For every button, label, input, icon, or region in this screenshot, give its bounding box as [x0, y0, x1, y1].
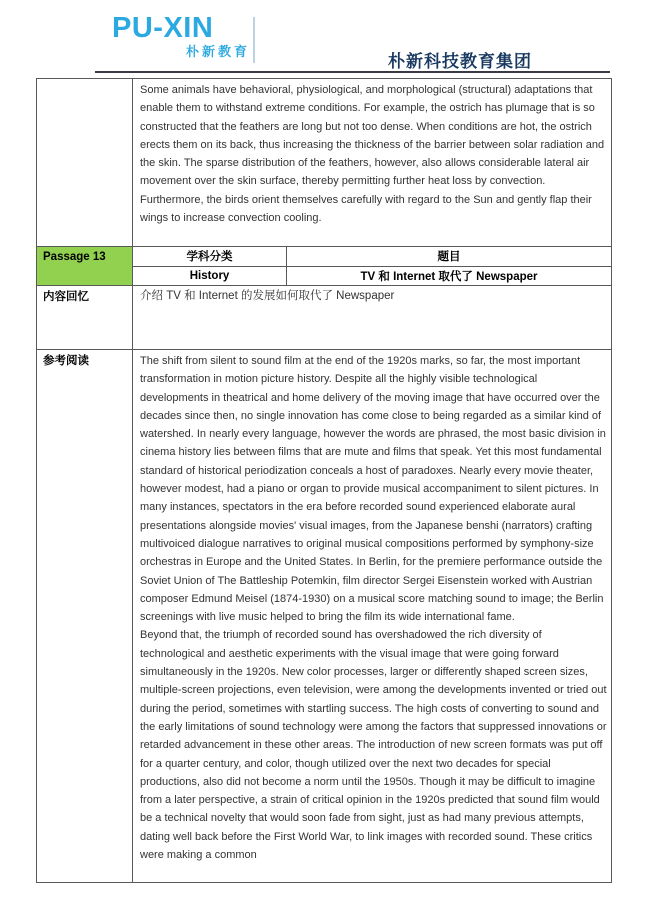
- passage-number-cell: Passage 13: [37, 247, 133, 285]
- reference-reading-label: 参考阅读: [37, 350, 133, 882]
- reference-reading-paragraph-2: Beyond that, the triumph of recorded sound has overshadowed the rich diversity of technological and aesthetic experiments with the visual image that were going forward simultaneously in the 1920s. New color processes, larger or differently shaped screen sizes, multiple-screen projections, even television, were among the developments invented or tried out during the period, sometimes with startling success. The high costs of converting to sound and the early limitations of sound technology were among the factors that suppressed innovations or retarded advancement in these other areas. The introduction of new screen formats was put off for a quarter century, and color, though utilized over the next two decades for special productions, also did not become a norm until the 1950s. Though it may be difficult to imagine from a later perspective, a strain of critical opinion in the 1920s predicted that sound film would be a technical novelty that would soon fade from sight, just as had many previous attempts, dating well back before the First World War, to link images with recorded sound. These critics were making a common: [140, 629, 607, 862]
- reference-reading-paragraph-1: The shift from silent to sound film at the end of the 1920s marks, so far, the most important transformation in motion picture history. Despite all the highly visible technological developments in theatrical and home delivery of the moving image that have occurred over the decades since then, no single innovation has come close to being regarded as a similar kind of watershed. In nearly every language, however the words are phrased, the most basic division in cinema history lies between films that are mute and films that speak. Yet this most fundamental standard of historical periodization conceals a host of paradoxes. Nearly every movie theater, however modest, had a piano or organ to provide musical accompaniment to silent pictures. In many instances, spectators in the era before recorded sound experienced elaborate aural presentations alongside movies' visual images, from the Japanese benshi (narrators) crafting multivoiced dialogue narratives to original musical compositions performed by symphony-size orchestras in Europe and the United States. In Berlin, for the premiere performance outside the Soviet Union of The Battleship Potemkin, film director Sergei Eisenstein worked with Austrian composer Edmund Meisel (1874-1930) on a musical score matching sound to image; the Berlin screenings with live music helped to bring the film its wide international fame.: [140, 355, 606, 624]
- puxin-logo: [112, 13, 250, 60]
- previous-reading-label-cell: [37, 79, 133, 246]
- content-recall-cell: [133, 286, 611, 349]
- previous-reading-paragraph-2: Furthermore, the birds orient themselves carefully with regard to the Sun and gently flap their wings to increase convection cooling.: [140, 193, 592, 225]
- reference-reading-text: [133, 350, 611, 882]
- subject-value-cell: History: [133, 267, 287, 286]
- passage-header-grid: [133, 247, 611, 285]
- previous-reading-text: [133, 79, 611, 246]
- logo-subtext: 朴新教育: [185, 44, 250, 59]
- company-title: 朴新科技教育集团: [388, 52, 532, 71]
- content-recall-text: 介绍 TV 和 Internet 的发展如何取代了 Newspaper: [140, 290, 395, 302]
- passage-table: [36, 78, 612, 883]
- header-rule: [95, 71, 610, 73]
- logo-wordmark: PU-XIN: [112, 12, 214, 44]
- title-header-cell: 题目: [437, 251, 461, 264]
- table-row-previous-reading: [37, 79, 611, 246]
- previous-reading-paragraph-1: Some animals have behavioral, physiological, and morphological (structural) adaptations that enable them to withstand extreme conditions. For example, the ostrich has plumage that is so constructed that the feathers are long but not too dense. When conditions are hot, the ostrich erects them on its back, thus increasing the thickness of the barrier between solar radiation and the skin. The sparse distribution of the feathers, however, also allows considerable lateral air movement over the skin surface, thereby permitting further heat loss by convection.: [140, 84, 605, 188]
- logo-divider: [253, 17, 255, 63]
- passage-header-row: [133, 247, 611, 266]
- content-recall-label: 内容回忆: [37, 286, 133, 349]
- passage-value-row: [133, 266, 611, 286]
- table-row-content-recall: [37, 285, 611, 349]
- title-value-cell: TV 和 Internet 取代了 Newspaper: [360, 270, 538, 283]
- table-row-reference-reading: [37, 349, 611, 882]
- table-row-passage-header: [37, 246, 611, 285]
- subject-header-cell: 学科分类: [133, 247, 287, 266]
